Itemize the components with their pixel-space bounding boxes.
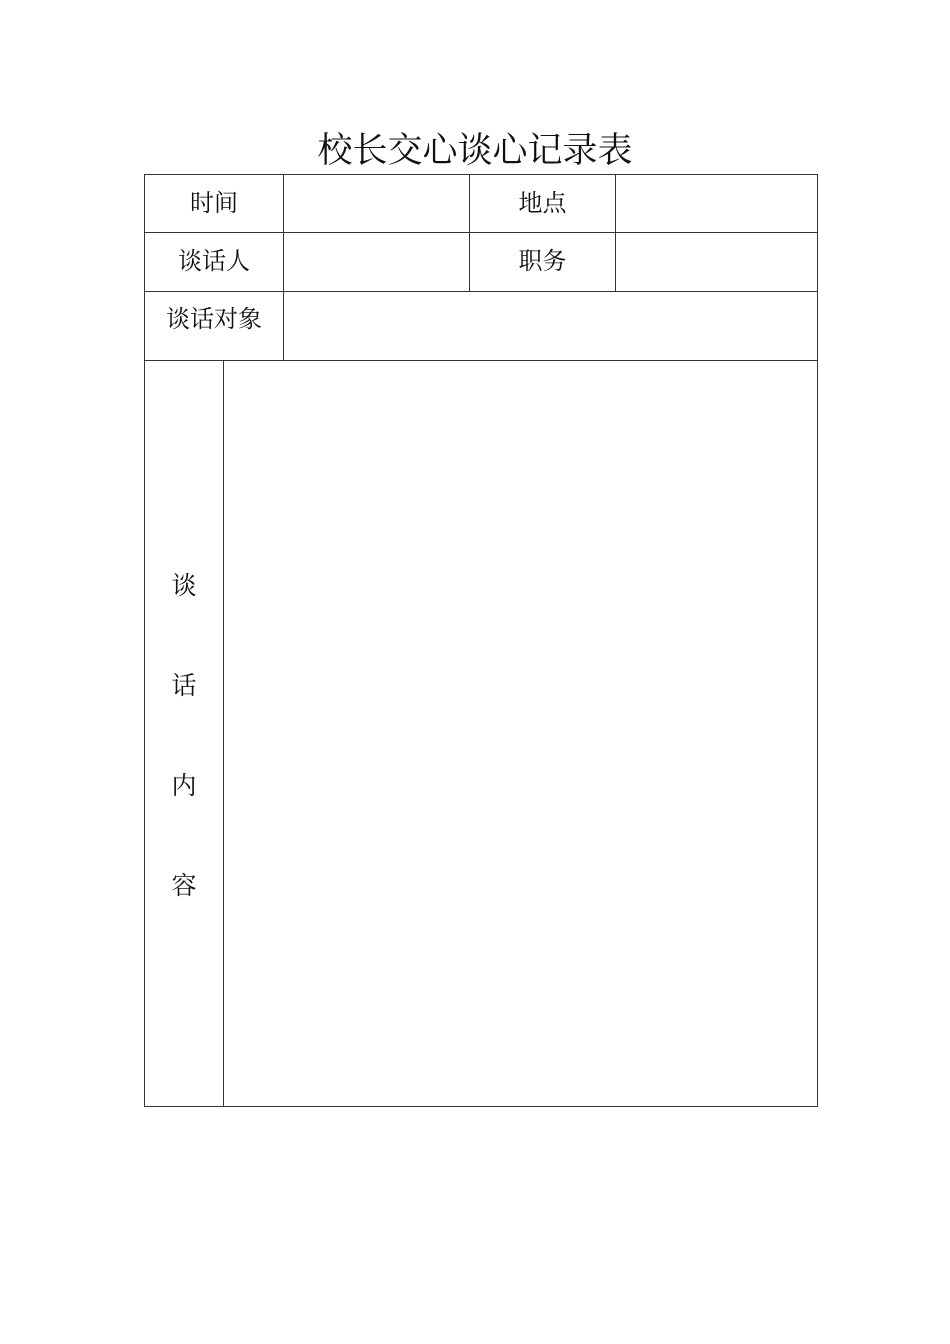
content-label-char-1: 谈 [171,571,197,600]
position-field[interactable] [616,233,817,291]
talk-record-form [144,174,818,1107]
content-field[interactable] [224,361,817,1106]
time-field[interactable] [284,175,469,232]
content-label-char-2: 话 [171,671,197,700]
form-title: 校长交心谈心记录表 [317,131,633,171]
place-label: 地点 [518,189,567,217]
speaker-field[interactable] [284,233,469,291]
time-label: 时间 [190,189,238,217]
target-field[interactable] [284,292,817,360]
speaker-label: 谈话人 [178,247,250,275]
content-label-char-4: 容 [171,871,197,900]
content-label-char-3: 内 [171,771,197,800]
position-label: 职务 [518,247,567,275]
place-field[interactable] [616,175,817,232]
target-label: 谈话对象 [166,305,262,333]
